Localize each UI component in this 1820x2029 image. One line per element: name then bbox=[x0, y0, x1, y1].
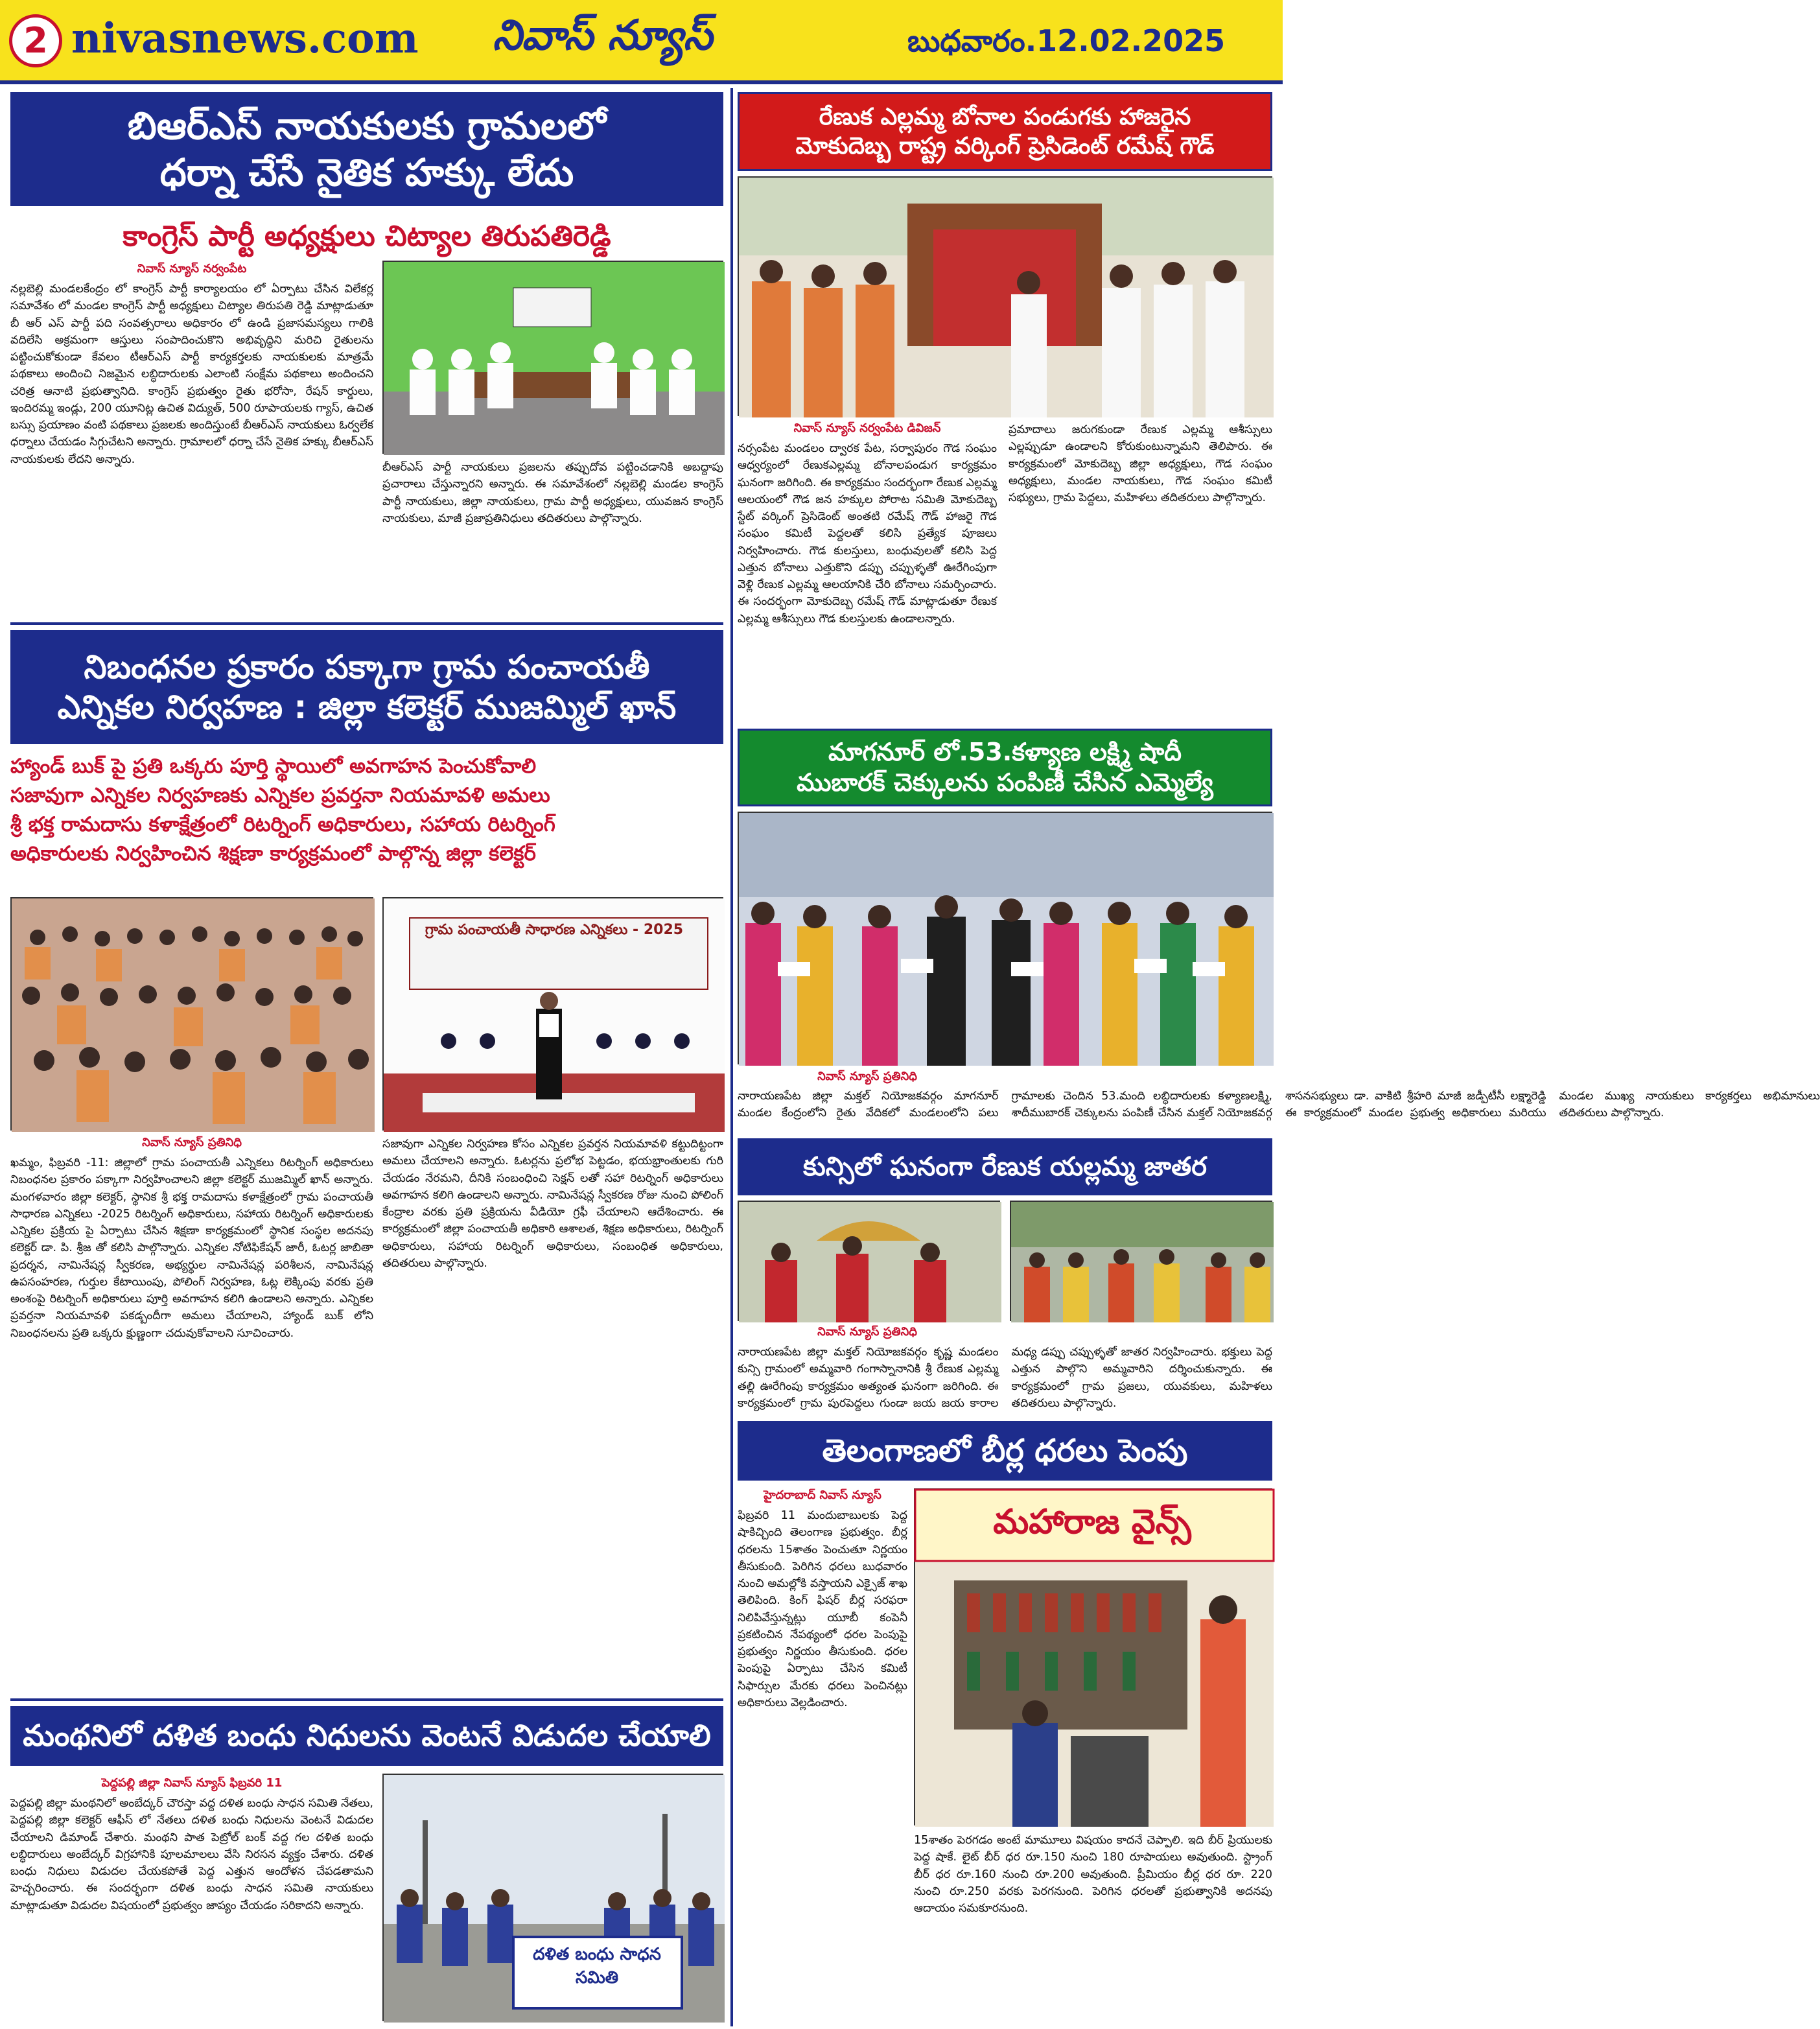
story1-column bbox=[10, 262, 373, 612]
column-divider bbox=[730, 88, 733, 2026]
story3-body: పెద్దపల్లి జిల్లా మంథనిలో అంబేద్కర్ చౌరస్తా వద్ద దళిత బంధు సాధన సమితి నేతలు, పెద్దపల్లి జిల్లా కలెక్టర్ ఆఫీస్ లో నేతలు దళిత బంధు నిధులను వెంటనే విడుదల చేయాలని డిమాండ్ చేశారు. మంథని పాత పెట్రోల్ బంక్ వద్ద గల దళిత బంధు లబ్ధిదారులు అంబేద్కర్ విగ్రహానికి పూలమాలలు వేసి నిరసన వ్యక్తం చేశారు. దళిత బంధు నిధులు విడుదల చేయకపోతే పెద్ద ఎత్తున ఆందోళన చేపడతామని హెచ్చరించారు. ఈ సందర్భంగా దళిత బంధు సాధన సమితి నాయకులు మాట్లాడుతూ విడుదల విషయంలో ప్రభుత్వం జాప్యం చేయడం సరికాదని అన్నారు. bbox=[10, 1797, 373, 1912]
story1-headline bbox=[10, 92, 723, 206]
story7-shop-sign: మహారాజ వైన్స్ bbox=[993, 1503, 1191, 1542]
story5-byline: నివాస్ న్యూస్ ప్రతినిధి bbox=[817, 1070, 917, 1083]
paper-name: నివాస్ న్యూస్ bbox=[493, 12, 713, 60]
story7-body: ఫిబ్రవరి 11 మందుబాబులకు పెద్ద షాకిచ్చింది తెలంగాణ ప్రభుత్వం. బీర్ల ధరలను 15శాతం పెంచుతూ నిర్ణయం తీసుకుంది. పెరిగిన ధరలు బుధవారం నుంచి అమల్లోకి వస్తాయని ఎక్సైజ్ శాఖ తెలిపింది. కింగ్ ఫిషర్ బీర్ల సరఫరా నిలిపివేస్తున్నట్లు యూబీ కంపెనీ ప్రకటించిన నేపథ్యంలో ధరల పెంపుపై ప్రభుత్వం నిర్ణయం తీసుకుంది. ధరల పెంపుపై ఏర్పాటు చేసిన కమిటీ సిఫార్సుల మేరకు ధరలు పెంచినట్లు అధికారులు వెల్లడించారు. bbox=[738, 1509, 907, 1709]
story7-byline: హైదరాబాద్ నివాస్ న్యూస్ bbox=[764, 1488, 881, 1502]
story3-column bbox=[10, 1776, 373, 2023]
story3-photo-banner: దళిత బంధు సాధన సమితి bbox=[533, 1945, 661, 1988]
story2-photo-audience bbox=[10, 897, 373, 1131]
issue-date: బుధవారం.12.02.2025 bbox=[907, 23, 1226, 58]
story4-body-continued: ప్రమాదాలు జరుగకుండా రేణుక ఎల్లమ్మ ఆశీస్సులు ఎల్లప్పుడూ ఉండాలని కోరుకుంటున్నామని తెలిపారు. ఈ కార్యక్రమంలో మోకుదెబ్బ జిల్లా అధ్యక్షులు, గౌడ సంఘం అధ్యక్షులు, మండల నాయకులు, గౌడ సంఘం కమిటీ సభ్యులు, గ్రామ పెద్దలు, మహిళలు తదితరులు పాల్గొన్నారు. bbox=[1009, 423, 1272, 504]
story1-headline-line2: ధర్నా చేసే నైతిక హక్కు లేదు bbox=[159, 150, 574, 194]
section-divider bbox=[10, 622, 723, 625]
site-name[interactable]: nivasnews.com bbox=[71, 14, 419, 63]
story6-body: నారాయణపేట జిల్లా మక్తల్ నియోజకవర్గం కృష్ణ మండలం కున్సి గ్రామంలో అమ్మవారి గంగాస్నానానికి శ్రీ రేణుక ఎల్లమ్మ తల్లి ఊరేగింపు కార్యక్రమం అత్యంత ఘనంగా జరిగింది. ఈ కార్యక్రమంలో గ్రామ పురపెద్దలు గుండా జయ జయ కారాల మధ్య డప్పు చప్పుళ్ళతో జాతర నిర్వహించారు. భక్తులు పెద్ద ఎత్తున పాల్గొని అమ్మవారిని దర్శించుకున్నారు. ఈ కార్యక్రమంలో గ్రామ ప్రజలు, యువకులు, మహిళలు తదితరులు పాల్గొన్నారు. bbox=[738, 1346, 1272, 1410]
story7-column bbox=[738, 1488, 907, 1825]
story4-headline bbox=[738, 92, 1272, 171]
story4-body: నర్సంపేట మండలం ద్వారక పేట, సర్వాపురం గౌడ సంఘం ఆధ్వర్యంలో రేణుకఎల్లమ్మ బోనాలపండుగ కార్యక్రమం ఘనంగా జరిగింది. ఈ కార్యక్రమం సందర్భంగా రేణుక ఎల్లమ్మ ఆలయంలో గౌడ జన హక్కుల పోరాట సమితి మోకుదెబ్బ స్టేట్ వర్కింగ్ ప్రెసిడెంట్ అంతటి రమేష్ గౌడ్ హాజరై గౌడ సంఘం కమిటీ పెద్దలతో కలిసి ప్రత్యేక పూజలు నిర్వహించారు. గౌడ కులస్తులు, బంధువులతో కలిసి పెద్ద ఎత్తున బోనాలు ఎత్తుకొని డప్పు చప్పుళ్ళతో ఊరేగింపుగా వెళ్లి రేణుక ఎల్లమ్మ ఆలయానికి చేరి బోనాలు సమర్పించారు. ఈ సందర్భంగా మోకుదెబ్బ రమేష్ గౌడ్ మాట్లాడుతూ రేణుక ఎల్లమ్మ ఆశీస్సులు గౌడ కులస్తులకు ఉండాలన్నారు. bbox=[738, 442, 997, 626]
section-divider-2 bbox=[10, 1698, 723, 1701]
story1-byline: నివాస్ న్యూస్ నర్వంపేట bbox=[137, 262, 247, 276]
story7-body-continued: 15శాతం పెరగడం అంటే మామూలు విషయం కాదనే చెప్పాలి. ఇది బీర్ ప్రియులకు పెద్ద షాకే. లైట్ బీర్ ధర రూ.150 నుంచి 180 రూపాయలు అవుతుంది. స్ట్రాంగ్ బీర్ ధర రూ.160 నుంచి రూ.200 అవుతుంది. ప్రీమియం బీర్ల ధర రూ. 220 నుంచి రూ.250 వరకు పెరగనుంది. పెరిగిన ధరలతో ప్రభుత్వానికి అదనపు ఆదాయం సమకూరనుంది. bbox=[914, 1834, 1272, 1915]
story5-headline-line2: ముబారక్ చెక్కులను పంపిణీ చేసిన ఎమ్మెల్యే bbox=[797, 768, 1213, 797]
story4-headline-line1: రేణుక ఎల్లమ్మ బోనాల పండుగకు హాజరైన bbox=[819, 104, 1191, 130]
story5-headline-line1: మాగనూర్ లో.53.కళ్యాణ లక్ష్మి షాదీ bbox=[828, 737, 1182, 766]
story2-subhead-3: శ్రీ భక్త రామదాసు కళాక్షేత్రంలో రిటర్నింగ్ అధికారులు, సహాయ రిటర్నింగ్ bbox=[10, 812, 555, 836]
story5-photo bbox=[738, 812, 1272, 1064]
story1-subhead: కాంగ్రెస్ పార్టీ అధ్యక్షులు చిట్యాల తిరుపతిరెడ్డి bbox=[122, 220, 611, 253]
story3-byline: పెద్దపల్లి జిల్లా నివాస్ న్యూస్ ఫిబ్రవరి 11 bbox=[101, 1776, 283, 1790]
story1-headline-line1: బిఆర్ఎస్ నాయకులకు గ్రామలలో bbox=[127, 103, 607, 148]
story5-headline bbox=[738, 729, 1272, 806]
story2-headline-line1: నిబంధనల ప్రకారం పక్కాగా గ్రామ పంచాయతీ bbox=[84, 648, 650, 686]
story2-stage-banner: గ్రామ పంచాయతీ సాధారణ ఎన్నికలు - 2025 bbox=[425, 922, 684, 938]
story2-byline: నివాస్ న్యూస్ ప్రతినిధి bbox=[142, 1136, 242, 1149]
story4-headline-line2: మోకుదెబ్బ రాష్ట్ర వర్కింగ్ ప్రెసిడెంట్ రమేష్ గౌడ్ bbox=[795, 133, 1215, 159]
story3-headline: మంథనిలో దళిత బంధు నిధులను వెంటనే విడుదల చేయాలి bbox=[10, 1706, 723, 1766]
story2-subhead-1: హ్యాండ్ బుక్ పై ప్రతి ఒక్కరు పూర్తి స్థాయిలో అవగాహన పెంచుకోవాలి bbox=[10, 755, 537, 778]
story6-headline: కున్సిలో ఘనంగా రేణుక యల్లమ్మ జాతర bbox=[738, 1138, 1272, 1195]
story4-byline: నివాస్ న్యూస్ నర్వంపేట డివిజన్ bbox=[793, 421, 941, 435]
story4-photo bbox=[738, 176, 1272, 416]
story2-body-continued: సజావుగా ఎన్నికల నిర్వహణ కోసం ఎన్నికల ప్రవర్తన నియమావళి కట్టుదిట్టంగా అమలు చేయాలని అన్నారు. ఓటర్లను ప్రలోభ పెట్టడం, భయభ్రాంతులకు గురి చేయడం నేరమని, దీనికి సంబంధించి సెక్షన్ లతో సహా రిటర్నింగ్ అధికారులు అవగాహన కలిగి ఉండాలని అన్నారు. నామినేషన్ల స్వీకరణ రోజు నుంచి పోలింగ్ కేంద్రాల వరకు ప్రతి ప్రక్రియను వీడియో గ్రఫీ చేయాలని ఆదేశించారు. ఈ కార్యక్రమంలో జిల్లా పంచాయతీ అధికారి ఆశాలత, శిక్షణ అధికారులు, రిటర్నింగ్ అధికారులు, సహాయ రిటర్నింగ్ అధికారులు, సంబంధిత అధికారులు, తదితరులు పాల్గొన్నారు. bbox=[382, 1138, 723, 1270]
story2-headline bbox=[10, 630, 723, 744]
story6-photo-2 bbox=[1010, 1201, 1272, 1321]
story2-body: ఖమ్మం, ఫిబ్రవరి -11: జిల్లాలో గ్రామ పంచాయతీ ఎన్నికలు రిటర్నింగ్ అధికారులు నిబంధనల ప్రకారం పక్కాగా నిర్వహించాలని జిల్లా కలెక్టర్ ముజమ్మిల్ ఖాన్ అన్నారు. మంగళవారం జిల్లా కలెక్టర్, స్థానిక శ్రీ భక్త రామదాసు కళాక్షేత్రంలో గ్రామ పంచాయతీ సాధారణ ఎన్నికలు -2025 రిటర్నింగ్ అధికారులు, సహాయ రిటర్నింగ్ అధికారులకు ఎన్నికల ప్రక్రియ పై ఏర్పాటు చేసిన శిక్షణా కార్యక్రమంలో స్థానిక సంస్థల అదనపు కలెక్టర్ డా. పి. శ్రీజ తో కలిసి పాల్గొన్నారు. ఎన్నికల నోటిఫికేషన్ జారీ, ఓటర్ల జాబితా ప్రదర్శన, నామినేషన్ల స్వీకరణ, అభ్యర్థుల నామినేషన్ల పరిశీలన, నామినేషన్ల ఉపసంహరణ, గుర్తుల కేటాయింపు, పోలింగ్ నిర్వహణ, ఓట్ల లెక్కింపు వరకు ప్రతి అంశంపై రిటర్నింగ్ అధికారులు పూర్తి అవగాహన కలిగి ఉండాలని అన్నారు. ఎన్నికల ప్రవర్తనా నియమావళి పకడ్బందీగా అమలు చేయాలని, హ్యాండ్ బుక్ లోని నిబంధనలను ప్రతి ఒక్కరు క్షుణ్ణంగా చదువుకోవాలని సూచించారు. bbox=[10, 1156, 373, 1340]
story6-column bbox=[738, 1325, 1272, 1416]
story1-body: నల్లబెల్లి మండలకేంద్రం లో కాంగ్రెస్ పార్టీ కార్యాలయం లో ఏర్పాటు చేసిన విలేకర్ల సమావేశం లో మండల కాంగ్రెస్ పార్టీ అధ్యక్షులు చిట్యాల తిరుపతి రెడ్డి మాట్లాడుతూ బీ ఆర్ ఎస్ పార్టీ పది సంవత్సరాలు అధికారం లో ఉండి ప్రజాసమస్యలు గాలికి వదిలేసి అక్రమంగా ఆస్తులు సంపాదించుకొని అభివృద్ధిని మరిచి రైతులను పట్టించుకోకుండా కేవలం టీఆర్ఎస్ పార్టీ కార్యకర్తలకు నాయకులకు మాత్రమే పథకాలు అందించి నిజమైన లబ్ధిదారులకు ఎలాంటి సంక్షేమ పథకాలు అందించని చరిత్ర ఆనాటి ప్రభుత్వానిది. కాంగ్రెస్ ప్రభుత్వం రైతు భరోసా, రేషన్ కార్డులు, ఇందిరమ్మ ఇండ్లు, 200 యూనిట్ల ఉచిత విద్యుత్, 500 రూపాయలకు గ్యాస్, ఉచిత బస్సు ప్రయాణం వంటి పథకాలు ప్రజలకు అందిస్తుంటే బీఆర్ఎస్ నాయకులు ఓర్వలేక ధర్నాలు చేయడం సిగ్గుచేటని అన్నారు. గ్రామాలలో ధర్నా చేసే నైతిక హక్కు బీఆర్ఎస్ నాయకులకు లేదని అన్నారు. bbox=[10, 283, 373, 466]
story2-subhead-4: అధికారులకు నిర్వహించిన శిక్షణా కార్యక్రమంలో పాల్గొన్న జిల్లా కలెక్టర్ bbox=[10, 841, 536, 865]
story7-headline: తెలంగాణలో బీర్ల ధరలు పెంపు bbox=[738, 1421, 1272, 1481]
story2-headline-line2: ఎన్నికల నిర్వహణ : జిల్లా కలెక్టర్ ముజమ్మిల్ ఖాన్ bbox=[57, 688, 677, 726]
story2-subhead-2: సజావుగా ఎన్నికల నిర్వహణకు ఎన్నికల ప్రవర్తనా నియమావళి అమలు bbox=[10, 783, 550, 807]
story1-body-continued: బీఆర్ఎస్ పార్టీ నాయకులు ప్రజలను తప్పుదోవ పట్టించడానికి అబద్దాపు ప్రచారాలు చేస్తున్నారని అన్నారు. ఈ సమావేశంలో నల్లబెల్లి మండల కాంగ్రెస్ పార్టీ నాయకులు, జిల్లా నాయకులు, గ్రామ పార్టీ అధ్యక్షులు, యువజన కాంగ్రెస్ నాయకులు, మాజీ ప్రజాప్రతినిధులు తదితరులు పాల్గొన్నారు. bbox=[382, 461, 723, 525]
story6-photo-1 bbox=[738, 1201, 1000, 1321]
story5-body: నారాయణపేట జిల్లా మక్తల్ నియోజకవర్గం మాగనూర్ మండల కేంద్రంలోని రైతు వేదికలో మండలంలోని పలు గ్రామాలకు చెందిన 53.మంది లబ్ధిదారులకు కళ్యాణలక్ష్మి, శాదీముబారక్ చెక్కులను పంపిణీ చేసిన మక్తల్ నియోజకవర్గ శాసనసభ్యులు డా. వాకిటి శ్రీహరి మాజీ జడ్పీటీసీ లక్ష్మారెడ్డి ఈ కార్యక్రమంలో మండల ప్రభుత్వ అధికారులు మరియు మండల ముఖ్య నాయకులు కార్యకర్తలు అభిమానులు తదితరులు పాల్గొన్నారు. bbox=[738, 1090, 1820, 1120]
story2-column-1 bbox=[10, 1136, 373, 1784]
story6-byline: నివాస్ న్యూస్ ప్రతినిధి bbox=[817, 1325, 917, 1339]
story1-photo bbox=[382, 261, 723, 454]
story2-subheads bbox=[10, 752, 723, 869]
story4-column-1 bbox=[738, 421, 997, 726]
page-number: 2 bbox=[9, 14, 62, 67]
